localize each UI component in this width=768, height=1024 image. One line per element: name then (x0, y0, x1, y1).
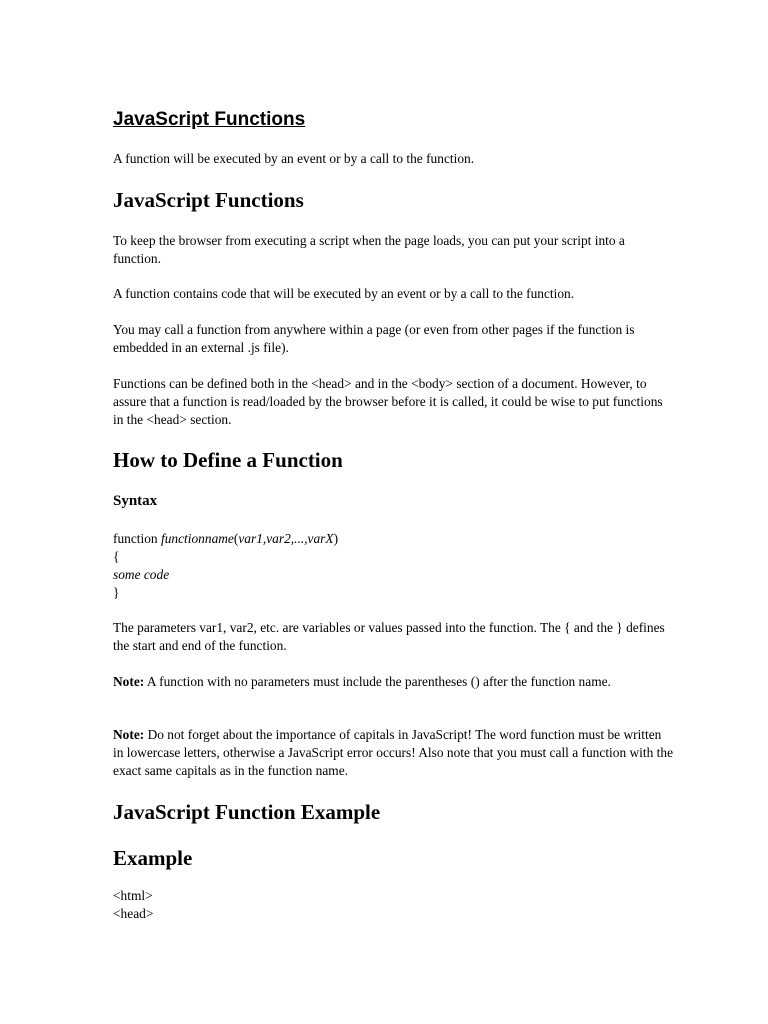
heading-function-example: JavaScript Function Example (113, 800, 381, 824)
note-text: Do not forget about the importance of capitals in JavaScript! The word function must be written in lowercase letters, otherwise a JavaScript error occurs! Also note that you must call a function with the exact same capitals as in the function name. (113, 727, 674, 778)
syntax-close-brace: } (113, 585, 120, 600)
note-label: Note: (113, 674, 145, 689)
code-example (113, 887, 673, 923)
paragraph-keep-browser: To keep the browser from executing a script when the page loads, you can put your script into a function. (113, 233, 625, 266)
syntax-block (113, 530, 673, 602)
heading-how-to-define: How to Define a Function (113, 448, 343, 472)
syntax-open-brace: { (113, 549, 120, 564)
code-line: <html> (113, 888, 153, 903)
note-capitals (113, 726, 673, 780)
paragraph-call-anywhere: You may call a function from anywhere within a page (or even from other pages if the function is embedded in an external .js file). (113, 322, 635, 355)
code-line: <head> (113, 906, 154, 921)
note-text: A function with no parameters must include the parentheses () after the function name. (144, 674, 611, 689)
paragraph-parameters: The parameters var1, var2, etc. are variables or values passed into the function. The { and the } defines the start and end of the function. (113, 620, 665, 653)
syntax-open-paren: ( (233, 531, 239, 546)
paragraph-head-body: Functions can be defined both in the <head> and in the <body> section of a document. However, to assure that a function is read/loaded by the browser before it is called, it could be wise to put functions in the <head> section. (113, 376, 663, 427)
heading-javascript-functions: JavaScript Functions (113, 188, 304, 212)
syntax-keyword: function (113, 531, 161, 546)
syntax-signature (113, 530, 673, 548)
note-no-parameters (113, 673, 673, 691)
page-title: JavaScript Functions (113, 109, 306, 130)
syntax-function-name: functionname (160, 531, 234, 546)
heading-example: Example (113, 846, 193, 870)
intro-paragraph: A function will be executed by an event or by a call to the function. (113, 151, 475, 166)
note-label: Note: (113, 727, 145, 742)
paragraph-function-contains: A function contains code that will be executed by an event or by a call to the function. (113, 286, 575, 301)
syntax-body: some code (113, 567, 170, 582)
syntax-params: var1,var2,...,varX (238, 531, 334, 546)
heading-syntax: Syntax (113, 493, 158, 509)
syntax-close-paren: ) (333, 531, 339, 546)
